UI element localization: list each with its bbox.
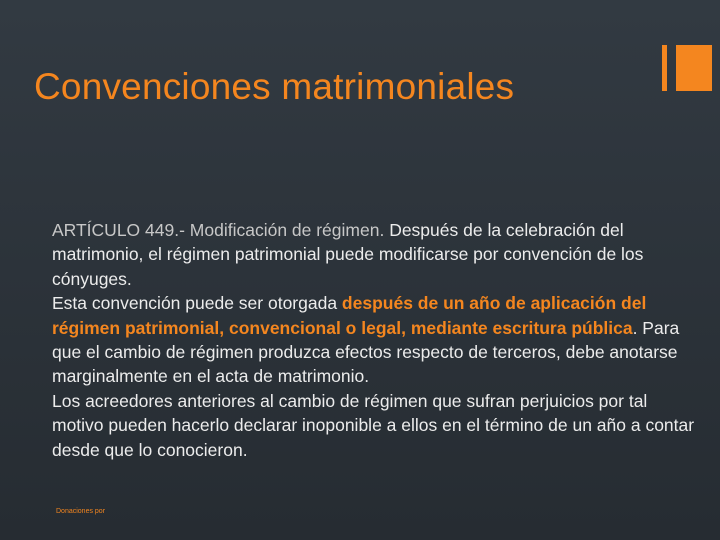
footer-text: Donaciones por: [56, 508, 106, 515]
article-heading: ARTÍCULO 449.- Modificación de régimen.: [52, 220, 385, 240]
creditors-text: Los acreedores anteriores al cambio de régimen que sufran perjuicios por tal motivo pueden hacerlo declarar inoponible a ellos en el término de un año a contar desde que lo conocieron.: [52, 390, 695, 460]
paragraph-article: [52, 218, 700, 291]
convention-highlight: después de un año de aplicación del régimen patrimonial, convencional o legal, mediante escritura pública: [52, 293, 647, 338]
decorative-accent-bar-thick: [676, 45, 712, 91]
convention-text-before: Esta convención puede ser otorgada: [52, 293, 342, 314]
paragraph-creditors: [52, 389, 700, 462]
convention-text-after: . Para que el cambio de régimen produzca efectos respecto de terceros, debe anotarse marginalmente en el acta de matrimonio.: [52, 317, 680, 387]
slide-body: [52, 218, 700, 462]
slide-title: Convenciones matrimoniales: [34, 66, 515, 107]
paragraph-convention: [52, 291, 700, 389]
article-text: Después de la celebración del matrimonio, el régimen patrimonial puede modificarse por convención de los cónyuges.: [52, 220, 644, 289]
decorative-accent-bar-thin: [662, 45, 667, 91]
